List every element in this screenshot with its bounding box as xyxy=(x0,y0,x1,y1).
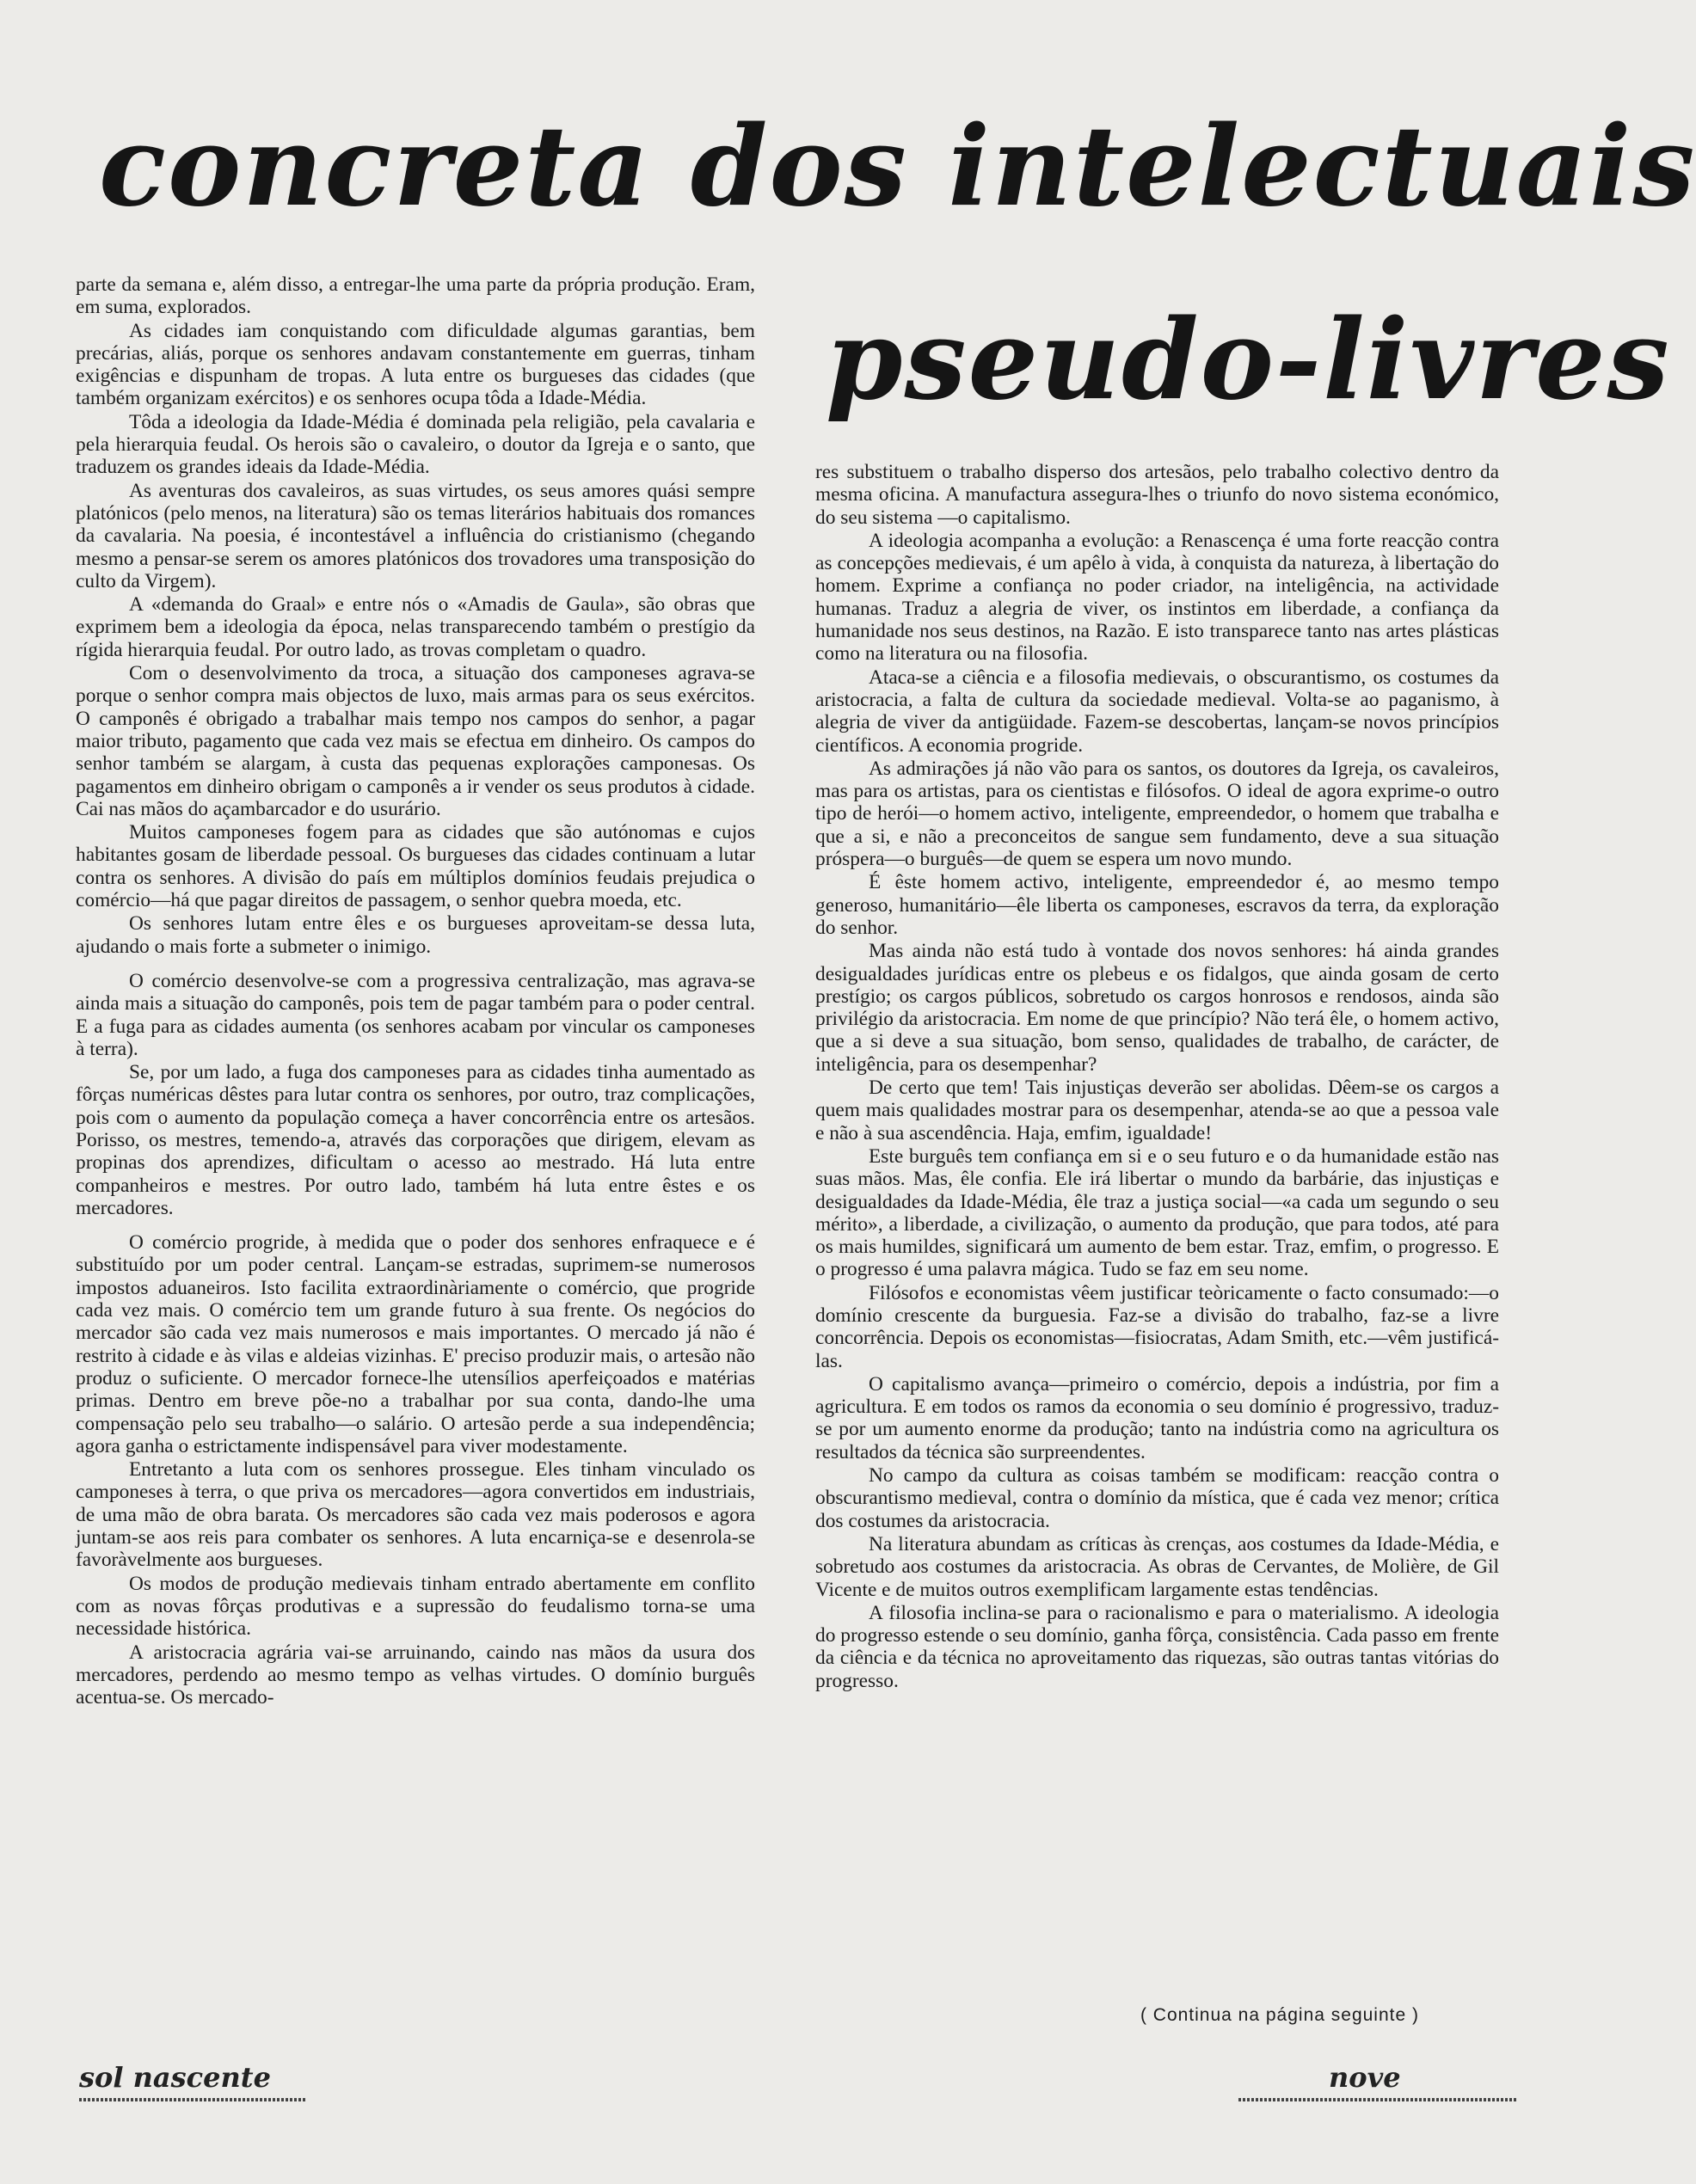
headline-line-2: pseudo-livres xyxy=(826,296,1671,425)
paragraph: O comércio progride, à medida que o poder dos senhores enfraquece e é substituído por um poder central. Lançam-se estradas, suprimem-se numerosos impostos aduaneiros. Isto facilita extraordinàriamente o comércio, que progride cada vez mais. O comércio tem um grande futuro à sua frente. Os negócios do mercador são cada vez mais numerosos e mais importantes. O mercado já não é restrito à cidade e às vilas e aldeias vizinhas. E' preciso produzir mais, o artesão não produz o suficiente. O mercador fornece-lhe utensílios aperfeiçoados e matérias primas. Dentro em breve põe-no a trabalhar por sua conta, dando-lhe uma compensação pelo seu trabalho—o salário. O artesão perde a sua independência; agora ganha o estrictamente indispensável para viver modestamente. xyxy=(76,1231,755,1457)
paragraph: Se, por um lado, a fuga dos camponeses para as cidades tinha aumentado as fôrças numéricas dêstes para lutar contra os senhores, por outro, traz complicações, pois com o aumento da população começa a haver concorrência entre os artesãos. Porisso, os mestres, temendo-a, através das corporações que dirigem, elevam as propinas dos aprendizes, dificultam o acesso ao mestrado. Há luta entre companheiros e mestres. Por outro lado, também há luta entre êstes e os mercadores. xyxy=(76,1061,755,1219)
paragraph: As cidades iam conquistando com dificuldade algumas garantias, bem precárias, aliás, porque os senhores andavam constantemente em guerras, tinham exigências e dispunham de tropas. A luta entre os burgueses das cidades (que também organizam exércitos) e os senhores ocupa tôda a Idade-Média. xyxy=(76,319,755,410)
footer-rule-right xyxy=(1238,2098,1518,2101)
paragraph: Este burguês tem confiança em si e o seu futuro e o da humanidade estão nas suas mãos. Mas, êle confia. Ele irá libertar o mundo da barbárie, das injustiças e desigualdades da Idade-Média, êle traz a justiça social—«a cada um segundo o seu mérito», a liberdade, a civilização, o aumento da produção, que para todos, até para os mais humildes, significará um aumento de bem estar. Traz, emfim, o progresso. E o progresso é uma palavra mágica. Tudo se faz em seu nome. xyxy=(815,1144,1499,1281)
paragraph: A aristocracia agrária vai-se arruinando, caindo nas mãos da usura dos mercadores, perdendo ao mesmo tempo as velhas virtudes. O domínio burguês acentua-se. Os mercado- xyxy=(76,1641,755,1709)
paragraph: De certo que tem! Tais injustiças deverão ser abolidas. Dêem-se os cargos a quem mais qualidades mostrar para os desempenhar, atenda-se ao que a pessoa vale e não à sua ascendência. Haja, emfim, igualdade! xyxy=(815,1077,1499,1144)
paragraph: Ataca-se a ciência e a filosofia medievais, o obscurantismo, os costumes da aristocracia, a falta de cultura da sociedade medieval. Volta-se ao paganismo, à alegria de viver da antigüidade. Fazem-se descobertas, lançam-se novos princípios científicos. A economia progride. xyxy=(815,666,1499,757)
footer-page-number: nove xyxy=(1329,2061,1401,2094)
paragraph: res substituem o trabalho disperso dos artesãos, pelo trabalho colectivo dentro da mesma oficina. A manufactura assegura-lhes o triunfo do novo sistema económico, do seu sistema —o capitalismo. xyxy=(815,461,1499,529)
headline-line-1: concreta dos intelectuais xyxy=(99,102,1696,231)
footer-publication-name: sol nascente xyxy=(79,2061,271,2094)
paragraph: As aventuras dos cavaleiros, as suas virtudes, os seus amores quási sempre platónicos (pelo menos, na literatura) são os temas literários habituais dos romances da cavalaria. Na poesia, é incontestável a influência do cristianismo (chegando mesmo a pensar-se serem os amores platónicos dos trovadores uma transposição do culto da Virgem). xyxy=(76,479,755,592)
paragraph: A filosofia inclina-se para o racionalismo e para o materialismo. A ideologia do progresso estende o seu domínio, ganha fôrça, consistência. Cada passo em frente da ciência e da técnica no aproveitamento das riquezas, são outras tantas vitórias do progresso. xyxy=(815,1601,1499,1692)
paragraph: Na literatura abundam as críticas às crenças, aos costumes da Idade-Média, e sobretudo aos costumes da aristocracia. As obras de Cervantes, de Molière, de Gil Vicente e de muitos outros exemplificam largamente estas tendências. xyxy=(815,1532,1499,1601)
paragraph: Com o desenvolvimento da troca, a situação dos camponeses agrava-se porque o senhor compra mais objectos de luxo, mais armas para os seus exércitos. O camponês é obrigado a trabalhar mais tempo nos campos do senhor, a pagar maior tributo, pagamento que cada vez mais se efectua em dinheiro. Os campos do senhor também se alargam, à custa das pequenas explorações camponesas. Os pagamentos em dinheiro obrigam o camponês a ir vender os seus produtos à cidade. Cai nas mãos do açambarcador e do usurário. xyxy=(76,662,755,820)
paragraph: parte da semana e, além disso, a entregar-lhe uma parte da própria produção. Eram, em suma, explorados. xyxy=(76,273,755,319)
paragraph: No campo da cultura as coisas também se modificam: reacção contra o obscurantismo medieval, contra o domínio da mística, que é cada vez menor; crítica dos costumes da aristocracia. xyxy=(815,1464,1499,1532)
paragraph: Muitos camponeses fogem para as cidades que são autónomas e cujos habitantes gosam de liberdade pessoal. Os burgueses das cidades continuam a lutar contra os senhores. A divisão do país em múltiplos domínios feudais prejudica o comércio—há que pagar direitos de passagem, o senhor quebra moeda, etc. xyxy=(76,821,755,912)
left-column xyxy=(76,273,755,1709)
paragraph: A «demanda do Graal» e entre nós o «Amadis de Gaula», são obras que exprimem bem a ideologia da época, nelas transparecendo também o prestígio da rígida hierarquia feudal. Por outro lado, as trovas completam o quadro. xyxy=(76,593,755,661)
paragraph: O capitalismo avança—primeiro o comércio, depois a indústria, por fim a agricultura. E em todos os ramos da economia o seu domínio é progressivo, traduz-se por um aumento enorme da produção; tanto na indústria como na agricultura os resultados da técnica são surpreendentes. xyxy=(815,1372,1499,1463)
continuation-note: ( Continua na página seguinte ) xyxy=(1140,2005,1419,2025)
paragraph: A ideologia acompanha a evolução: a Renascença é uma forte reacção contra as concepções medievais, é um apêlo à vida, à conquista da natureza, à libertação do homem. Exprime a confiança no poder criador, na inteligência, na actividade humanas. Traduz a alegria de viver, os instintos em liberdade, a confiança da humanidade nos seus destinos, na Razão. E isto transparece tanto nas artes plásticas como na literatura ou na filosofia. xyxy=(815,529,1499,666)
paragraph: O comércio desenvolve-se com a progressiva centralização, mas agrava-se ainda mais a situação do camponês, pois tem de pagar também para o poder central. E a fuga para as cidades aumenta (os senhores acabam por vincular os camponeses à terra). xyxy=(76,969,755,1060)
paragraph: Entretanto a luta com os senhores prossegue. Eles tinham vinculado os camponeses à terra, o que priva os mercadores—agora convertidos em industriais, de uma mão de obra barata. Os mercadores são cada vez mais poderosos e agora juntam-se aos reis para combater os senhores. A luta encarniça-se e desenrola-se favoràvelmente aos burgueses. xyxy=(76,1458,755,1572)
paragraph: Tôda a ideologia da Idade-Média é dominada pela religião, pela cavalaria e pela hierarquia feudal. Os herois são o cavaleiro, o doutor da Igreja e o santo, que traduzem os grandes ideais da Idade-Média. xyxy=(76,410,755,479)
paragraph: Os modos de produção medievais tinham entrado abertamente em conflito com as novas fôrças produtivas e a supressão do feudalismo torna-se uma necessidade histórica. xyxy=(76,1572,755,1641)
paragraph: As admirações já não vão para os santos, os doutores da Igreja, os cavaleiros, mas para os artistas, para os cientistas e filósofos. O ideal de agora exprime-o outro tipo de herói—o homem activo, inteligente, empreendedor, o homem que trabalha e que a si, e não a preconceitos de sangue sem fundamento, deve a sua situação próspera—o burguês—de quem se espera um novo mundo. xyxy=(815,757,1499,871)
paragraph: Mas ainda não está tudo à vontade dos novos senhores: há ainda grandes desigualdades jurídicas entre os plebeus e os fidalgos, que ainda gosam de certo prestígio; os cargos públicos, sobretudo os cargos honrosos e rendosos, ainda são privilégio da aristocracia. Em nome de que princípio? Não terá êle, o homem activo, que a si deve a sua situação, bom senso, qualidades de trabalho, de carácter, de inteligência, para os desempenhar? xyxy=(815,940,1499,1076)
paragraph: Os senhores lutam entre êles e os burgueses aproveitam-se dessa luta, ajudando o mais forte a submeter o inimigo. xyxy=(76,912,755,958)
paragraph: Filósofos e economistas vêem justificar teòricamente o facto consumado:—o domínio crescente da burguesia. Faz-se a divisão do trabalho, faz-se a livre concorrência. Depois os economistas—fisiocratas, Adam Smith, etc.—vêm justificá-las. xyxy=(815,1281,1499,1372)
paragraph: É êste homem activo, inteligente, empreendedor é, ao mesmo tempo generoso, humanitário—êle liberta os camponeses, escravos da terra, da exploração do senhor. xyxy=(815,871,1499,939)
right-column xyxy=(815,461,1499,1693)
footer-rule-left xyxy=(79,2098,307,2101)
